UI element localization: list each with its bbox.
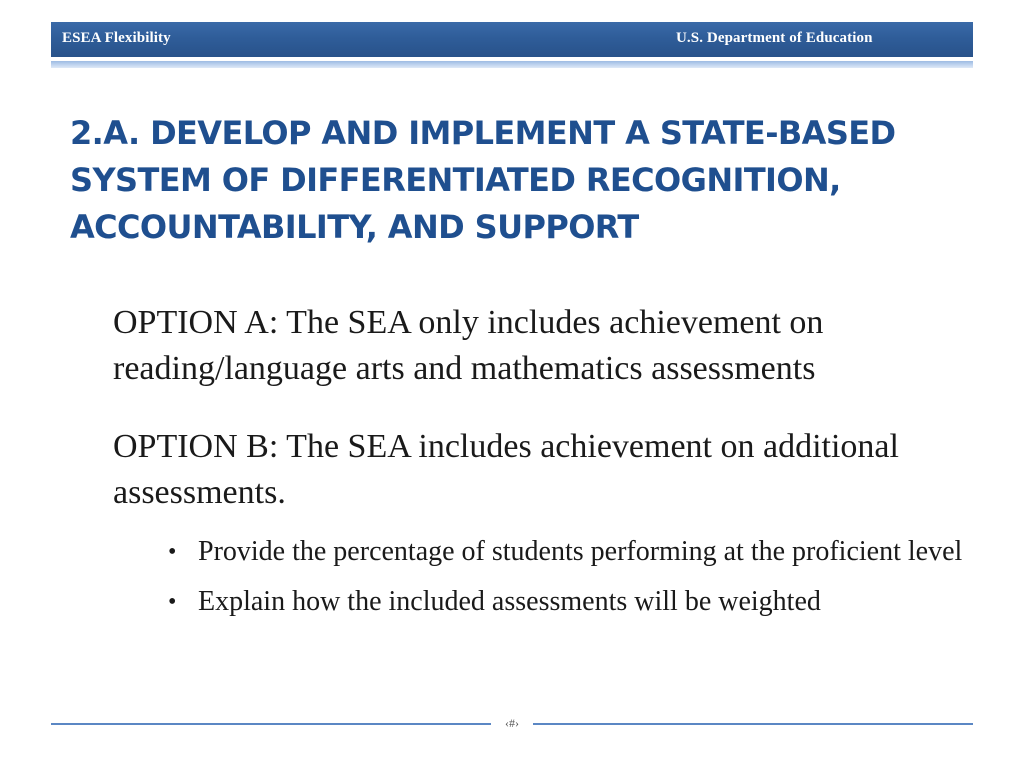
header-department-name: U.S. Department of Education (676, 30, 873, 46)
slide-body (113, 300, 963, 632)
bullet-dot-icon: • (168, 589, 177, 615)
option-a-text: OPTION A: The SEA only includes achievement on reading/language arts and mathematics assessments (113, 304, 824, 387)
bullet-list (113, 532, 963, 622)
footer-divider-left (51, 723, 491, 725)
footer-divider-right (533, 723, 973, 725)
header-accent-stripe (51, 61, 973, 68)
bullet-item-text: Explain how the included assessments will be weighted (198, 586, 821, 617)
slide-title: 2.A. DEVELOP AND IMPLEMENT A STATE-BASED SYSTEM OF DIFFERENTIATED RECOGNITION, ACCOUNTABILITY, AND SUPPORT (70, 114, 896, 246)
option-b-text: OPTION B: The SEA includes achievement on additional assessments. (113, 428, 899, 511)
bullet-item-weighting (168, 582, 963, 622)
bullet-dot-icon: • (168, 539, 177, 565)
bullet-item-text: Provide the percentage of students performing at the proficient level (198, 536, 963, 567)
header-program-name: ESEA Flexibility (62, 30, 171, 46)
bullet-item-percentage (168, 532, 963, 572)
footer-page-number: ‹#› (505, 716, 519, 730)
